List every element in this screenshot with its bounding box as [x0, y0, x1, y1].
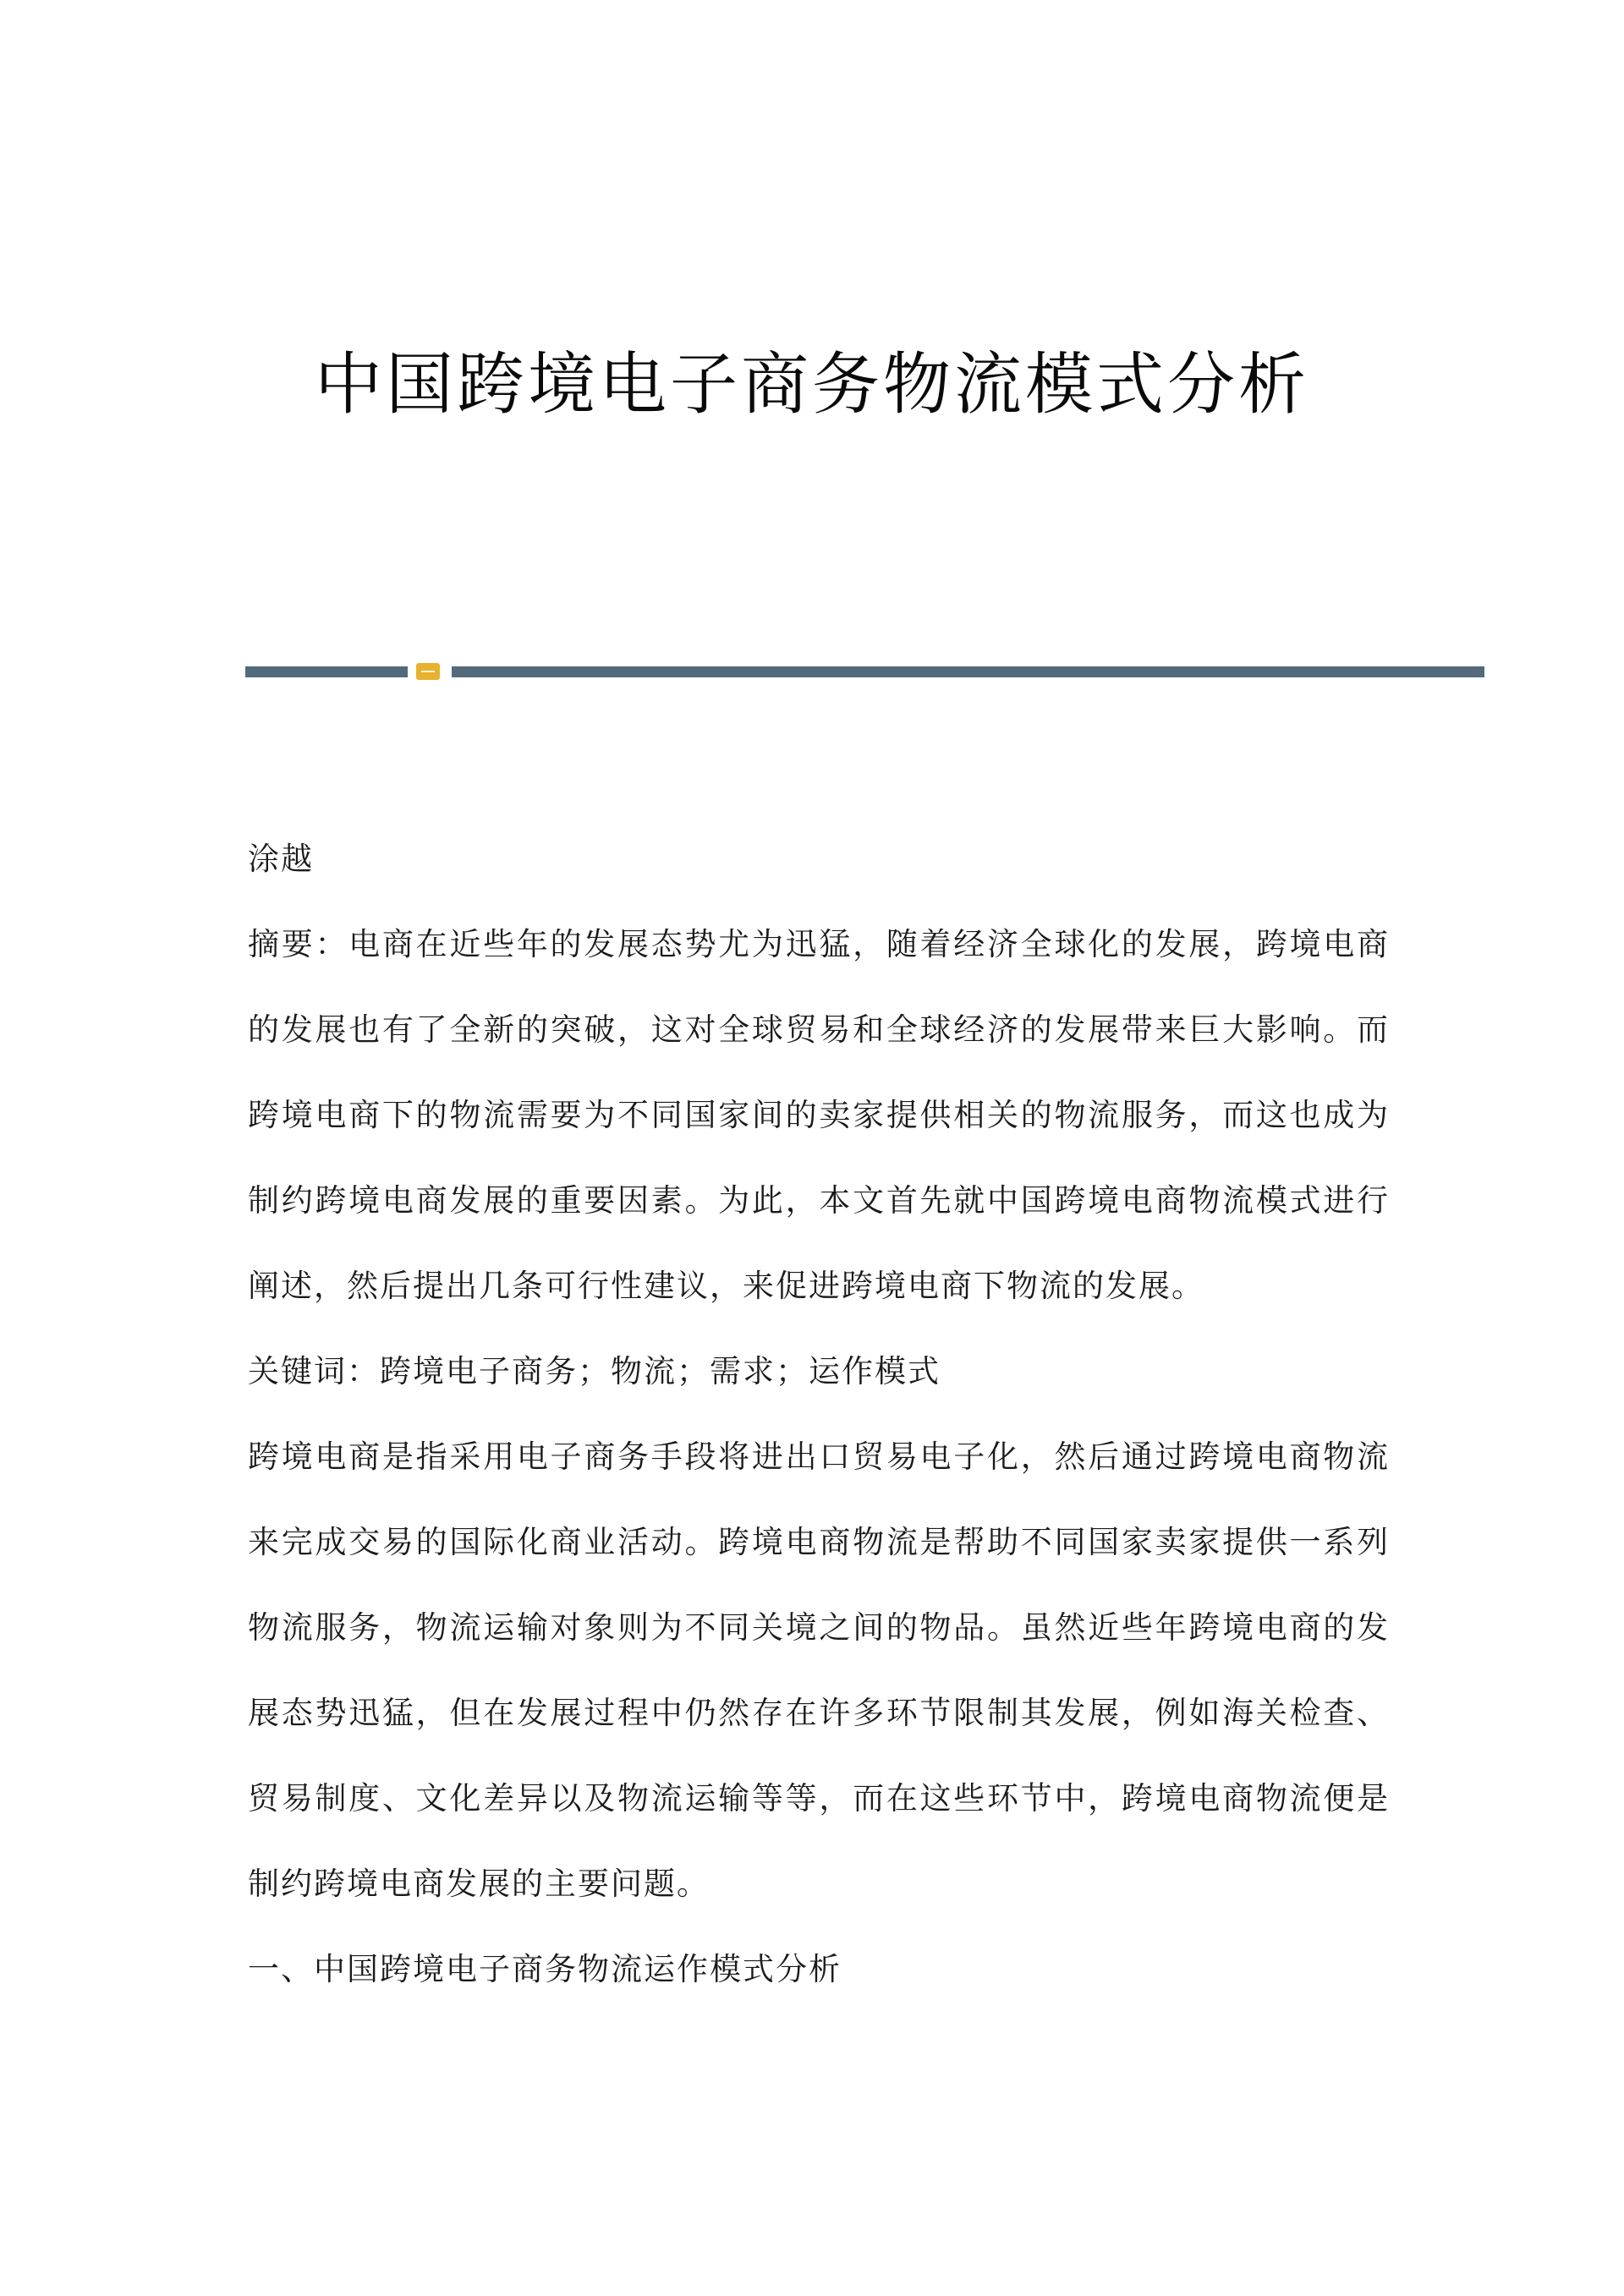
divider-left-bar: [245, 666, 408, 677]
section-heading: 一、中国跨境电子商务物流运作模式分析: [248, 1951, 842, 1987]
abstract-paragraph: 摘要：电商在近些年的发展态势尤为迅猛，随着经济全球化的发展，跨境电商的发展也有了全新的突破，这对全球贸易和全球经济的发展带来巨大影响。而跨境电商下的物流需要为不同国家间的卖家提供相关的物流服务，而这也成为制约跨境电商发展的重要因素。为此，本文首先就中国跨境电商物流模式进行阐述，然后提出几条可行性建议，来促进跨境电商下物流的发展。: [248, 926, 1390, 1304]
title-divider: [245, 663, 1484, 680]
divider-emblem-icon: [416, 663, 440, 680]
author-name: 涂越: [248, 841, 314, 877]
divider-right-bar: [452, 666, 1484, 677]
keywords-line: 关键词：跨境电子商务；物流；需求；运作模式: [248, 1353, 941, 1389]
intro-paragraph: 跨境电商是指采用电子商务手段将进出口贸易电子化，然后通过跨境电商物流来完成交易的国际化商业活动。跨境电商物流是帮助不同国家卖家提供一系列物流服务，物流运输对象则为不同关境之间的物品。虽然近些年跨境电商的发展态势迅猛，但在发展过程中仍然存在许多环节限制其发展，例如海关检查、贸易制度、文化差异以及物流运输等等，而在这些环节中，跨境电商物流便是制约跨境电商发展的主要问题。: [248, 1438, 1390, 1902]
document-body: [248, 816, 1390, 2012]
document-title: 中国跨境电子商务物流模式分析: [315, 345, 1309, 424]
